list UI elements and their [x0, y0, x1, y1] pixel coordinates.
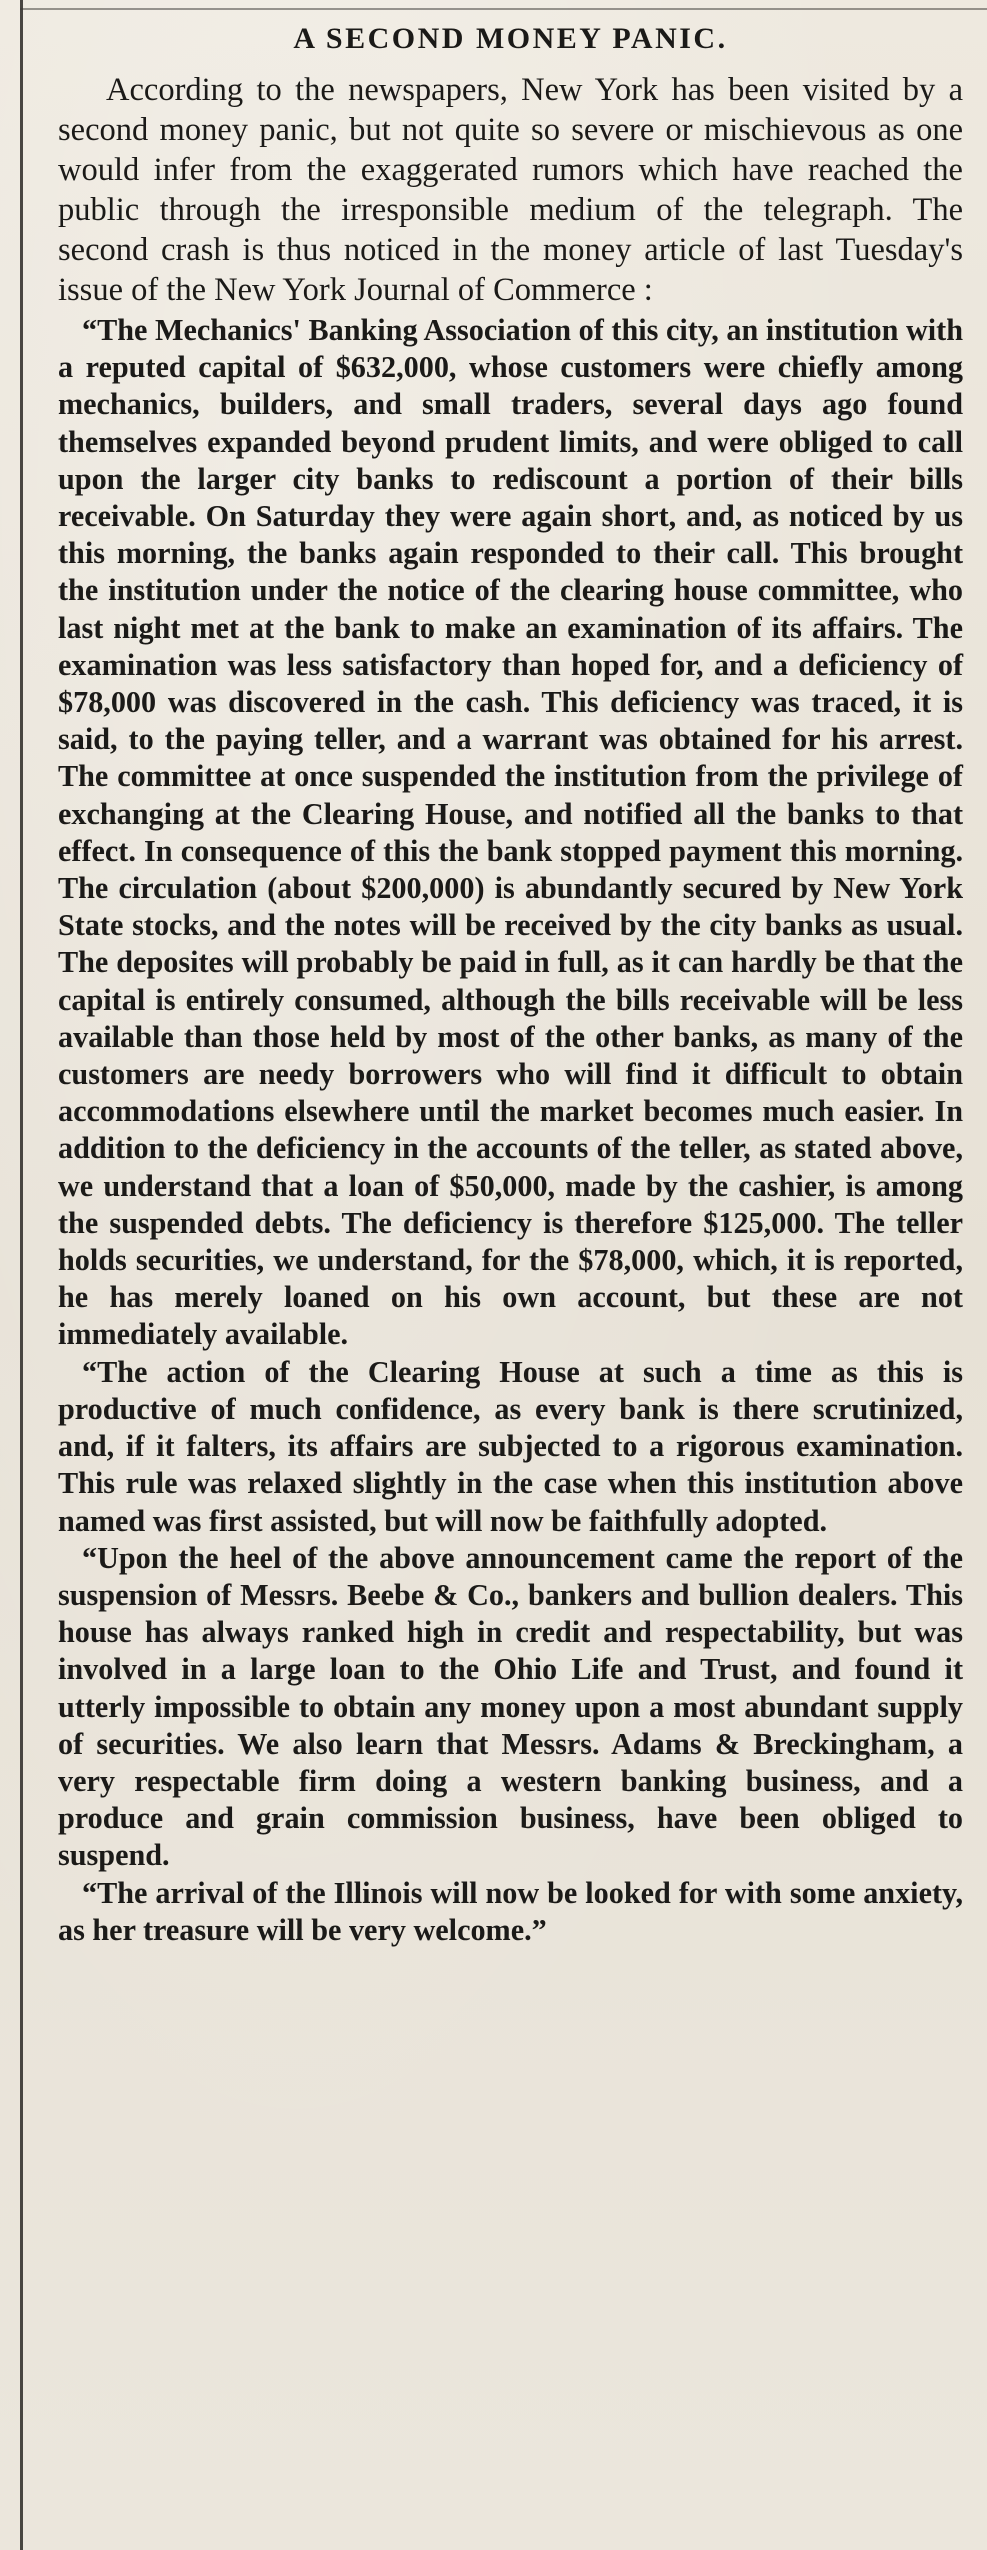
- top-rule: [20, 8, 987, 10]
- column-rule: [20, 0, 23, 2550]
- quote-paragraph-beebe-suspension: “Upon the heel of the above announcement came the report of the suspension of Messrs. Beebe & Co., bankers and bullion dealers. This house has always ranked high in credit and respectability, but was involved in a large loan to the Ohio Life and Trust, and found it utterly impossible to obtain any money upon a most abundant supply of securities. We also learn that Messrs. Adams & Breckingham, a very respectable firm doing a western banking business, and a produce and grain commission business, have been obliged to suspend.: [58, 1540, 963, 1873]
- article-title: A SECOND MONEY PANIC.: [293, 22, 728, 55]
- quote-paragraph-mechanics-bank: “The Mechanics' Banking Association of this city, an institution with a reputed capital of $632,000, whose customers were chiefly among mechanics, builders, and small traders, several days ago found themselves expanded beyond prudent limits, and were obliged to call upon the larger city banks to rediscount a portion of their bills receivable. On Saturday they were again short, and, as noticed by us this morning, the banks again responded to their call. This brought the institution under the notice of the clearing house committee, who last night met at the bank to make an examination of its affairs. The examination was less satisfactory than hoped for, and a deficiency of $78,000 was discovered in the cash. This deficiency was traced, it is said, to the paying teller, and a warrant was obtained for his arrest. The committee at once suspended the institution from the privilege of exchanging at the Clearing House, and notified all the banks to that effect. In consequence of this the bank stopped payment this morning. The circulation (about $200,000) is abundantly secured by New York State stocks, and the notes will be received by the city banks as usual. The deposites will probably be paid in full, as it can hardly be that the capital is entirely consumed, although the bills receivable will be less available than those held by most of the other banks, as many of the customers are needy borrowers who will find it difficult to obtain accommodations elsewhere until the market becomes much easier. In addition to the deficiency in the accounts of the teller, as stated above, we understand that a loan of $50,000, made by the cashier, is among the suspended debts. The deficiency is therefore $125,000. The teller holds securities, we understand, for the $78,000, which, it is reported, he has merely loaned on his own account, but these are not immediately available.: [58, 313, 963, 1352]
- quote-paragraph-illinois-arrival: “The arrival of the Illinois will now be looked for with some anxiety, as her treasure will be very welcome.”: [58, 1875, 963, 1947]
- intro-paragraph: According to the newspapers, New York has been visited by a second money panic, but not quite so severe or mischievous as one would infer from the exaggerated rumors which have reached the public through the irresponsible medium of the telegraph. The second crash is thus noticed in the money article of last Tuesday's issue of the New York Journal of Commerce :: [58, 72, 963, 308]
- quote-paragraph-clearing-house: “The action of the Clearing House at such a time as this is productive of much confidence, as every bank is there scrutinized, and, if it falters, its affairs are subjected to a rigorous examination. This rule was relaxed slightly in the case when this institution above named was first assisted, but will now be faithfully adopted.: [58, 1354, 963, 1538]
